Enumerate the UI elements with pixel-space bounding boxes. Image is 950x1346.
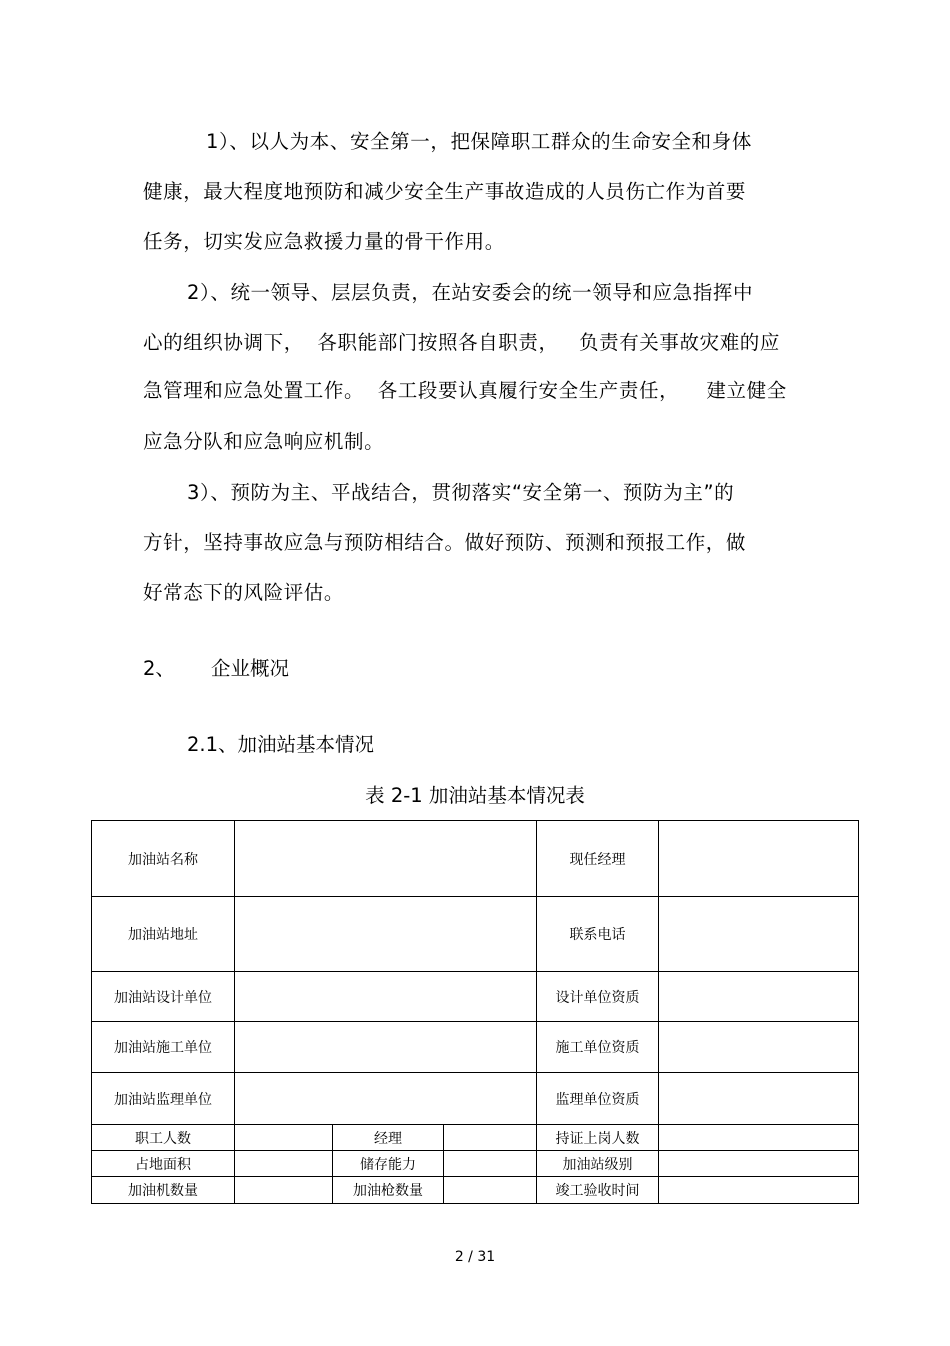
table-row [92,1022,859,1073]
table-row [92,897,859,972]
paragraph-1-line-1: 1）、以人为本、安全第一，把保障职工群众的生命安全和身体 [206,130,752,153]
construction-unit-value [235,1022,537,1073]
supervision-unit-value [235,1073,537,1125]
nozzle-count-value [444,1177,537,1204]
design-unit-value [235,972,537,1022]
paragraph-2-line-1: 2）、统一领导、层层负责，在站安委会的统一领导和应急指挥中 [187,281,754,304]
station-grade-value [659,1151,859,1177]
manager-value [659,821,859,897]
paragraph-2-line-3: 急管理和应急处置工作。 各工段要认真履行安全生产责任， 建立健全 [143,379,787,402]
dispenser-count-value [235,1177,333,1204]
section-title: 企业概况 [211,657,290,680]
design-qualification-label: 设计单位资质 [537,972,659,1022]
station-name-label: 加油站名称 [92,821,235,897]
paragraph-3-line-2: 方针，坚持事故应急与预防相结合。做好预防、预测和预报工作，做 [143,531,747,554]
table-row [92,821,859,897]
land-area-label: 占地面积 [92,1151,235,1177]
design-unit-label: 加油站设计单位 [92,972,235,1022]
supervision-qualification-value [659,1073,859,1125]
table-row [92,972,859,1022]
supervision-qualification-label: 监理单位资质 [537,1073,659,1125]
table-caption: 表 2-1 加油站基本情况表 [365,784,585,807]
page-number: 2 / 31 [454,1249,496,1265]
paragraph-1-line-2: 健康，最大程度地预防和减少安全生产事故造成的人员伤亡作为首要 [143,180,747,203]
table-row [92,1073,859,1125]
manager-count-label: 经理 [333,1125,444,1151]
design-qualification-value [659,972,859,1022]
section-number: 2、 [143,657,175,680]
station-info-table [91,820,859,1204]
phone-value [659,897,859,972]
construction-qualification-value [659,1022,859,1073]
construction-qualification-label: 施工单位资质 [537,1022,659,1073]
staff-count-label: 职工人数 [92,1125,235,1151]
station-name-value [235,821,537,897]
storage-capacity-label: 储存能力 [333,1151,444,1177]
nozzle-count-label: 加油枪数量 [333,1177,444,1204]
station-grade-label: 加油站级别 [537,1151,659,1177]
staff-count-value [235,1125,333,1151]
land-area-value [235,1151,333,1177]
paragraph-2-line-4: 应急分队和应急响应机制。 [143,430,385,453]
manager-count-value [444,1125,537,1151]
dispenser-count-label: 加油机数量 [92,1177,235,1204]
certified-staff-value [659,1125,859,1151]
phone-label: 联系电话 [537,897,659,972]
paragraph-1-line-3: 任务，切实发应急救援力量的骨干作用。 [143,230,505,253]
subsection-title: 2.1、加油站基本情况 [187,733,375,756]
acceptance-date-label: 竣工验收时间 [537,1177,659,1204]
table-row [92,1177,859,1204]
paragraph-3-line-1: 3）、预防为主、平战结合，贯彻落实“安全第一、预防为主”的 [187,481,735,504]
supervision-unit-label: 加油站监理单位 [92,1073,235,1125]
paragraph-3-line-3: 好常态下的风险评估。 [143,581,345,604]
construction-unit-label: 加油站施工单位 [92,1022,235,1073]
acceptance-date-value [659,1177,859,1204]
table-row [92,1125,859,1151]
table-row [92,1151,859,1177]
manager-label: 现任经理 [537,821,659,897]
address-label: 加油站地址 [92,897,235,972]
certified-staff-label: 持证上岗人数 [537,1125,659,1151]
storage-capacity-value [444,1151,537,1177]
paragraph-2-line-2: 心的组织协调下， 各职能部门按照各自职责， 负责有关事故灾难的应 [143,331,780,354]
address-value [235,897,537,972]
